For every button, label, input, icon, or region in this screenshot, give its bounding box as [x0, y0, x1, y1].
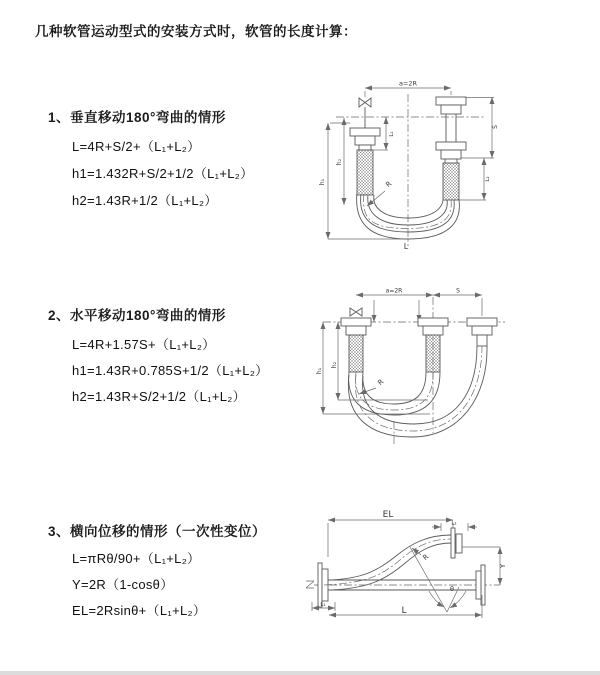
dim-el	[328, 510, 453, 557]
dim-l1-label: L₁	[320, 602, 326, 608]
dim-h1-label: h₁	[319, 178, 326, 186]
angle-theta-label: θ	[450, 585, 454, 593]
section-1-formula-h2: h2=1.43R+1/2（L₁+L₂）	[72, 193, 218, 208]
braided-hose-section	[357, 150, 373, 195]
diagram-vertical-180-bend	[308, 70, 590, 256]
dim-s-label: S	[492, 125, 499, 129]
section-2-formula-h2: h2=1.43R+S/2+1/2（L₁+L₂）	[72, 389, 246, 404]
left-pipe-assembly	[350, 128, 380, 195]
radius-label: R	[376, 377, 386, 388]
dim-h2-label: h₂	[331, 361, 338, 369]
centerline-break-mark	[306, 581, 314, 588]
section-3-formula-y: Y=2R（1-cosθ）	[72, 577, 174, 592]
dim-y-label: Y	[499, 563, 507, 569]
section-3-formula-l: L=πRθ/90+（L₁+L₂）	[72, 551, 201, 566]
dim-l1	[312, 602, 335, 611]
hose-centerline	[364, 194, 452, 229]
s-curve-hose	[324, 535, 451, 590]
middle-pipe-assembly	[418, 318, 448, 372]
section-1-formula-h1: h1=1.432R+S/2+1/2（L₁+L₂）	[72, 166, 254, 181]
valve-icon	[350, 308, 362, 316]
dim-l-label: L	[401, 606, 407, 616]
section-3-formula-el: EL=2Rsinθ+（L₁+L₂）	[72, 603, 207, 618]
dim-a-2r	[356, 288, 433, 296]
diagram-horizontal-180-bend	[310, 283, 540, 453]
dim-l1-label: L₁	[389, 131, 395, 137]
radius-label: R	[384, 179, 394, 190]
diagram-lateral-displacement	[300, 495, 590, 630]
angle-theta	[410, 547, 466, 612]
upper-flange	[451, 528, 462, 558]
dim-l2-label: L₂	[451, 520, 457, 527]
section-2-formula-l: L=4R+1.57S+（L₁+L₂）	[72, 337, 216, 352]
right-pipe-assembly	[436, 97, 466, 200]
dim-s	[433, 288, 482, 317]
braided-hose-section	[349, 335, 363, 372]
right-pipe-assembly	[467, 318, 497, 346]
dim-h2	[331, 322, 428, 400]
dim-s	[461, 97, 499, 158]
left-pipe-assembly	[341, 318, 371, 372]
dim-a-2r-label: a=2R	[398, 79, 418, 88]
dim-h2-label: h₂	[336, 158, 343, 166]
radius-label: R	[421, 552, 431, 563]
dim-l2	[459, 158, 491, 200]
section-1-heading: 1、垂直移动180°弯曲的情形	[48, 110, 226, 125]
dim-h1-label: h₁	[316, 367, 323, 375]
section-2-formula-h1: h1=1.43R+0.785S+1/2（L₁+L₂）	[72, 363, 269, 378]
section-1-formula-l: L=4R+S/2+（L₁+L₂）	[72, 139, 201, 154]
page-title: 几种软管运动型式的安装方式时，软管的长度计算：	[35, 24, 357, 39]
dim-l-label: L	[403, 242, 409, 251]
page-bottom-edge	[0, 671, 600, 675]
u-hose-position-2	[348, 346, 487, 437]
section-3-heading: 3、横向位移的情形（一次性变位）	[48, 524, 267, 539]
dim-l	[329, 595, 482, 618]
dim-a-2r-label: a=2R	[385, 287, 403, 295]
dim-h2	[336, 118, 344, 205]
dim-el-label: EL	[382, 510, 394, 520]
braided-hose-section	[426, 335, 440, 372]
section-2-heading: 2、水平移动180°弯曲的情形	[48, 308, 226, 323]
valve-icon	[359, 98, 371, 128]
dim-s-label: S	[456, 287, 460, 295]
braided-hose-section	[443, 163, 459, 200]
right-flange	[476, 565, 485, 605]
dim-l2-label: L₂	[485, 176, 491, 182]
